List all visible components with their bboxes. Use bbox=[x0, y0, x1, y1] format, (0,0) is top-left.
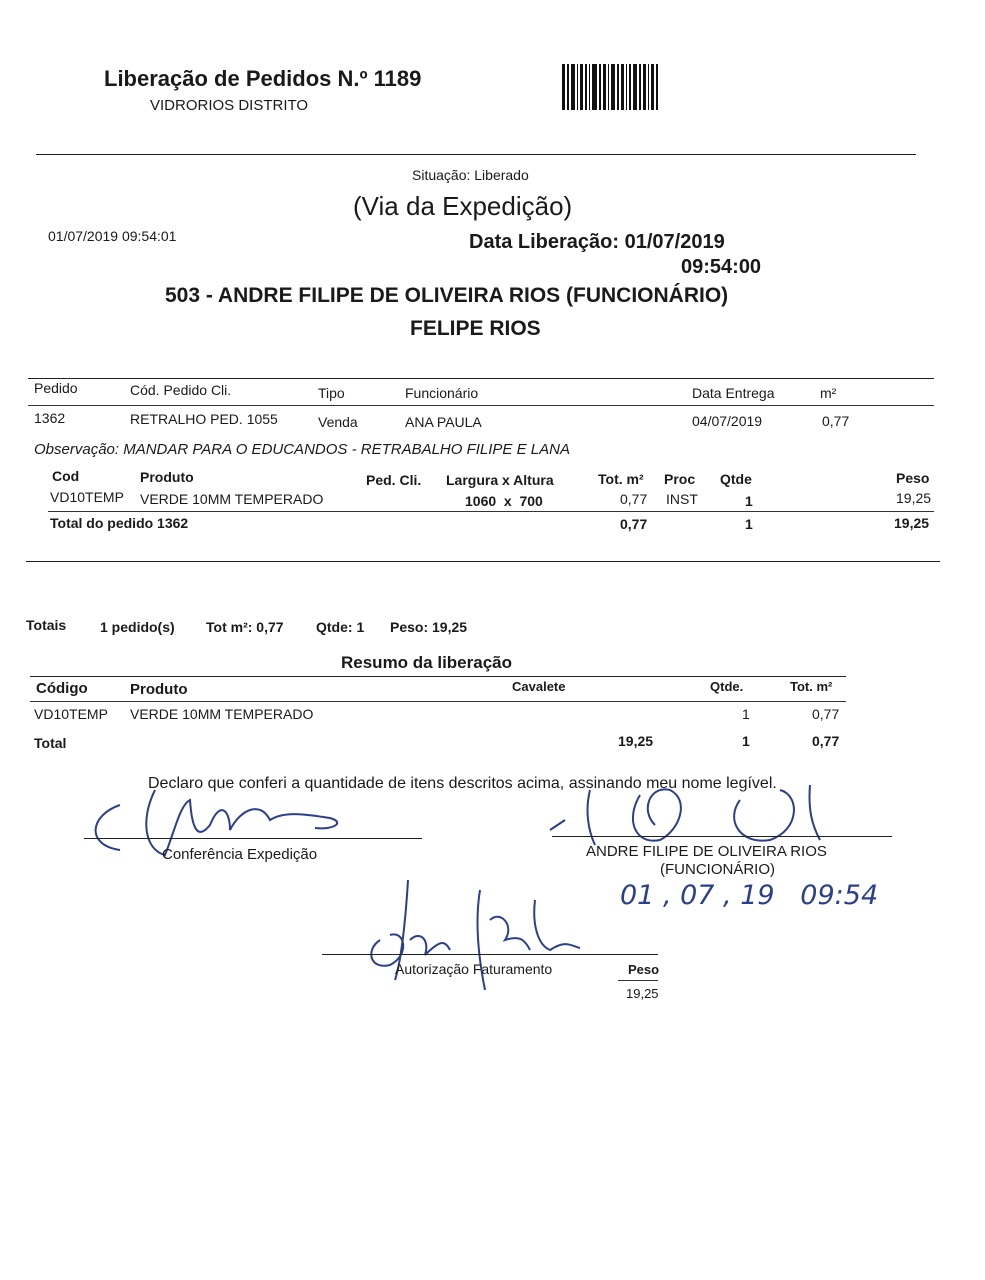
document-title: Liberação de Pedidos N.º 1189 bbox=[104, 66, 422, 91]
summary-total-peso: 19,25 bbox=[618, 733, 654, 749]
col-data-entrega: Data Entrega bbox=[692, 385, 775, 401]
header-divider bbox=[36, 154, 916, 155]
release-date: Data Liberação: 01/07/2019 bbox=[469, 231, 725, 253]
signature-client-icon bbox=[540, 770, 840, 850]
item-peso: 19,25 bbox=[896, 490, 932, 506]
col-m2: m² bbox=[820, 385, 837, 401]
items-row-line bbox=[48, 511, 934, 512]
conferencia-line bbox=[84, 838, 422, 839]
summary-produto: VERDE 10MM TEMPERADO bbox=[130, 706, 314, 722]
barcode-icon bbox=[562, 64, 674, 110]
order-header-line bbox=[28, 405, 934, 406]
summary-total-qtde: 1 bbox=[742, 733, 750, 749]
item-dimensions: 1060 x 700 bbox=[465, 493, 543, 509]
summary-col-qtde: Qtde. bbox=[710, 679, 744, 694]
autorizacao-label: Autorização Faturamento bbox=[395, 961, 553, 977]
summary-total-m2: 0,77 bbox=[812, 733, 840, 749]
company-name: VIDRORIOS DISTRITO bbox=[150, 97, 309, 114]
summary-m2: 0,77 bbox=[812, 706, 840, 722]
item-proc: INST bbox=[666, 491, 698, 507]
summary-top-line bbox=[30, 676, 846, 677]
client-role: (FUNCIONÁRIO) bbox=[660, 861, 775, 878]
totals-qtde: Qtde: 1 bbox=[316, 619, 365, 635]
col-pedido: Pedido bbox=[34, 380, 78, 396]
col-largura-altura: Largura x Altura bbox=[446, 472, 554, 488]
totals-label: Totais bbox=[26, 617, 67, 633]
print-datetime: 01/07/2019 09:54:01 bbox=[48, 228, 177, 244]
order-table-top-line bbox=[28, 378, 934, 379]
item-qtde: 1 bbox=[745, 493, 753, 509]
col-ped-cli: Ped. Cli. bbox=[366, 472, 422, 488]
order-m2: 0,77 bbox=[822, 413, 850, 429]
summary-qtde: 1 bbox=[742, 706, 750, 722]
client-signature-line bbox=[552, 836, 892, 837]
summary-header-line bbox=[30, 701, 846, 702]
order-total-label: Total do pedido 1362 bbox=[50, 515, 189, 531]
summary-total-label: Total bbox=[34, 735, 67, 751]
summary-col-cavalete: Cavalete bbox=[512, 679, 566, 694]
items-bottom-line bbox=[26, 561, 940, 562]
summary-codigo: VD10TEMP bbox=[34, 706, 108, 722]
handwritten-date: 01 , 07 , 19 09:54 bbox=[620, 880, 879, 911]
summary-col-tot-m2: Tot. m² bbox=[790, 679, 833, 694]
item-produto: VERDE 10MM TEMPERADO bbox=[140, 491, 324, 507]
signature-autorizacao-icon bbox=[350, 870, 610, 1000]
peso-line bbox=[618, 980, 658, 981]
summary-title: Resumo da liberação bbox=[341, 653, 513, 672]
order-funcionario: ANA PAULA bbox=[405, 414, 482, 430]
order-total-qtde: 1 bbox=[745, 516, 753, 532]
order-tipo: Venda bbox=[318, 414, 358, 430]
client-short: FELIPE RIOS bbox=[410, 317, 541, 340]
situation: Situação: Liberado bbox=[412, 167, 529, 183]
declaration: Declaro que conferi a quantidade de itens descritos acima, assinando meu nome legível. bbox=[148, 775, 777, 792]
order-cod-cli: RETRALHO PED. 1055 bbox=[130, 411, 278, 427]
col-proc: Proc bbox=[664, 471, 696, 487]
totals-peso: Peso: 19,25 bbox=[390, 619, 468, 635]
client-name: ANDRE FILIPE DE OLIVEIRA RIOS bbox=[586, 843, 827, 860]
order-total-m2: 0,77 bbox=[620, 516, 648, 532]
col-cod: Cod bbox=[52, 468, 80, 484]
col-cod-pedido-cli: Cód. Pedido Cli. bbox=[130, 382, 232, 398]
order-pedido: 1362 bbox=[34, 410, 66, 426]
summary-col-codigo: Código bbox=[36, 680, 88, 697]
release-time: 09:54:00 bbox=[681, 256, 762, 278]
autorizacao-line bbox=[322, 954, 658, 955]
col-tot-m2: Tot. m² bbox=[598, 471, 644, 487]
via-label: (Via da Expedição) bbox=[353, 191, 573, 221]
summary-col-produto: Produto bbox=[130, 681, 188, 698]
order-data-entrega: 04/07/2019 bbox=[692, 413, 763, 429]
item-tot-m2: 0,77 bbox=[620, 491, 648, 507]
item-cod: VD10TEMP bbox=[50, 489, 124, 505]
col-peso: Peso bbox=[896, 470, 930, 486]
col-produto: Produto bbox=[140, 469, 194, 485]
col-tipo: Tipo bbox=[318, 385, 345, 401]
order-total-peso: 19,25 bbox=[894, 515, 930, 531]
order-observation: Observação: MANDAR PARA O EDUCANDOS - RETRABALHO FILIPE E LANA bbox=[34, 441, 570, 458]
peso-label: Peso bbox=[628, 962, 660, 977]
peso-value: 19,25 bbox=[626, 986, 659, 1001]
client-line: 503 - ANDRE FILIPE DE OLIVEIRA RIOS (FUNCIONÁRIO) bbox=[165, 284, 729, 307]
conferencia-label: Conferência Expedição bbox=[162, 846, 318, 863]
col-funcionario: Funcionário bbox=[405, 385, 479, 401]
totals-m2: Tot m²: 0,77 bbox=[206, 619, 284, 635]
totals-pedidos: 1 pedido(s) bbox=[100, 619, 175, 635]
col-qtde: Qtde bbox=[720, 471, 752, 487]
